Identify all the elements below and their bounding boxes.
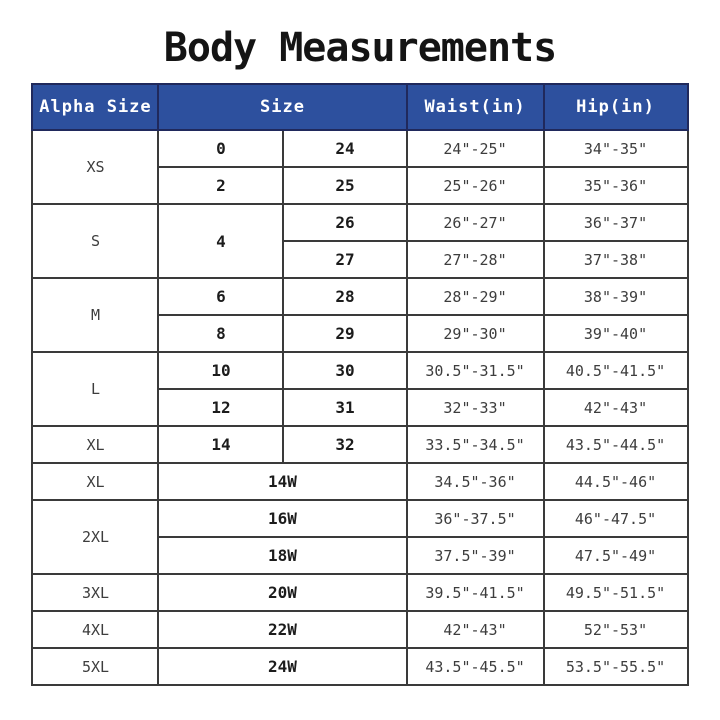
alpha-size-cell: 2XL xyxy=(32,500,158,574)
measurement-cell: 46"-47.5" xyxy=(544,500,688,537)
alpha-size-cell: L xyxy=(32,352,158,426)
size-cell: 6 xyxy=(158,278,283,315)
size-cell: 25 xyxy=(283,167,406,204)
measurement-cell: 36"-37.5" xyxy=(407,500,544,537)
measurement-cell: 34"-35" xyxy=(544,130,688,167)
size-cell: 14W xyxy=(158,463,406,500)
size-cell: 16W xyxy=(158,500,406,537)
measurement-cell: 53.5"-55.5" xyxy=(544,648,688,685)
measurement-cell: 25"-26" xyxy=(407,167,544,204)
measurement-cell: 49.5"-51.5" xyxy=(544,574,688,611)
size-cell: 27 xyxy=(283,241,406,278)
size-cell: 32 xyxy=(283,426,406,463)
size-cell: 14 xyxy=(158,426,283,463)
measurement-cell: 40.5"-41.5" xyxy=(544,352,688,389)
size-cell: 28 xyxy=(283,278,406,315)
header-cell-waist-in: Waist(in) xyxy=(407,84,544,130)
alpha-size-cell: 5XL xyxy=(32,648,158,685)
size-cell: 29 xyxy=(283,315,406,352)
size-cell: 26 xyxy=(283,204,406,241)
header-cell-alpha-size: Alpha Size xyxy=(32,84,158,130)
measurement-cell: 24"-25" xyxy=(407,130,544,167)
measurement-cell: 44.5"-46" xyxy=(544,463,688,500)
header-cell-size: Size xyxy=(158,84,406,130)
size-cell: 30 xyxy=(283,352,406,389)
alpha-size-cell: 3XL xyxy=(32,574,158,611)
table-row xyxy=(32,648,687,685)
measurement-cell: 42"-43" xyxy=(544,389,688,426)
measurement-cell: 39.5"-41.5" xyxy=(407,574,544,611)
header-cell-hip-in: Hip(in) xyxy=(544,84,688,130)
measurement-cell: 37.5"-39" xyxy=(407,537,544,574)
page-title: Body Measurements xyxy=(163,25,557,71)
measurement-cell: 37"-38" xyxy=(544,241,688,278)
alpha-size-cell: XL xyxy=(32,426,158,463)
measurement-cell: 42"-43" xyxy=(407,611,544,648)
table-row xyxy=(32,500,687,537)
size-cell: 8 xyxy=(158,315,283,352)
measurement-cell: 27"-28" xyxy=(407,241,544,278)
size-cell: 18W xyxy=(158,537,406,574)
table-row xyxy=(32,574,687,611)
header-row xyxy=(32,84,687,130)
measurement-cell: 30.5"-31.5" xyxy=(407,352,544,389)
measurement-cell: 28"-29" xyxy=(407,278,544,315)
table-row xyxy=(32,278,687,315)
measurement-cell: 43.5"-44.5" xyxy=(544,426,688,463)
size-cell: 22W xyxy=(158,611,406,648)
measurement-cell: 29"-30" xyxy=(407,315,544,352)
size-cell: 20W xyxy=(158,574,406,611)
table-row xyxy=(32,426,687,463)
size-table xyxy=(31,83,688,686)
alpha-size-cell: XS xyxy=(32,130,158,204)
size-cell: 12 xyxy=(158,389,283,426)
size-cell: 2 xyxy=(158,167,283,204)
measurement-cell: 39"-40" xyxy=(544,315,688,352)
table-body xyxy=(32,130,687,685)
measurement-cell: 38"-39" xyxy=(544,278,688,315)
size-cell: 0 xyxy=(158,130,283,167)
table-row xyxy=(32,463,687,500)
table-row xyxy=(32,611,687,648)
size-cell: 24 xyxy=(283,130,406,167)
measurement-cell: 35"-36" xyxy=(544,167,688,204)
alpha-size-cell: 4XL xyxy=(32,611,158,648)
measurement-cell: 32"-33" xyxy=(407,389,544,426)
table-row xyxy=(32,204,687,241)
measurement-cell: 43.5"-45.5" xyxy=(407,648,544,685)
measurement-cell: 47.5"-49" xyxy=(544,537,688,574)
alpha-size-cell: XL xyxy=(32,463,158,500)
size-cell: 31 xyxy=(283,389,406,426)
table-row xyxy=(32,352,687,389)
alpha-size-cell: M xyxy=(32,278,158,352)
size-cell: 24W xyxy=(158,648,406,685)
measurement-cell: 34.5"-36" xyxy=(407,463,544,500)
measurement-cell: 52"-53" xyxy=(544,611,688,648)
alpha-size-cell: S xyxy=(32,204,158,278)
size-cell: 10 xyxy=(158,352,283,389)
measurement-cell: 26"-27" xyxy=(407,204,544,241)
measurement-cell: 36"-37" xyxy=(544,204,688,241)
size-cell: 4 xyxy=(158,204,283,278)
measurement-cell: 33.5"-34.5" xyxy=(407,426,544,463)
table-row xyxy=(32,130,687,167)
